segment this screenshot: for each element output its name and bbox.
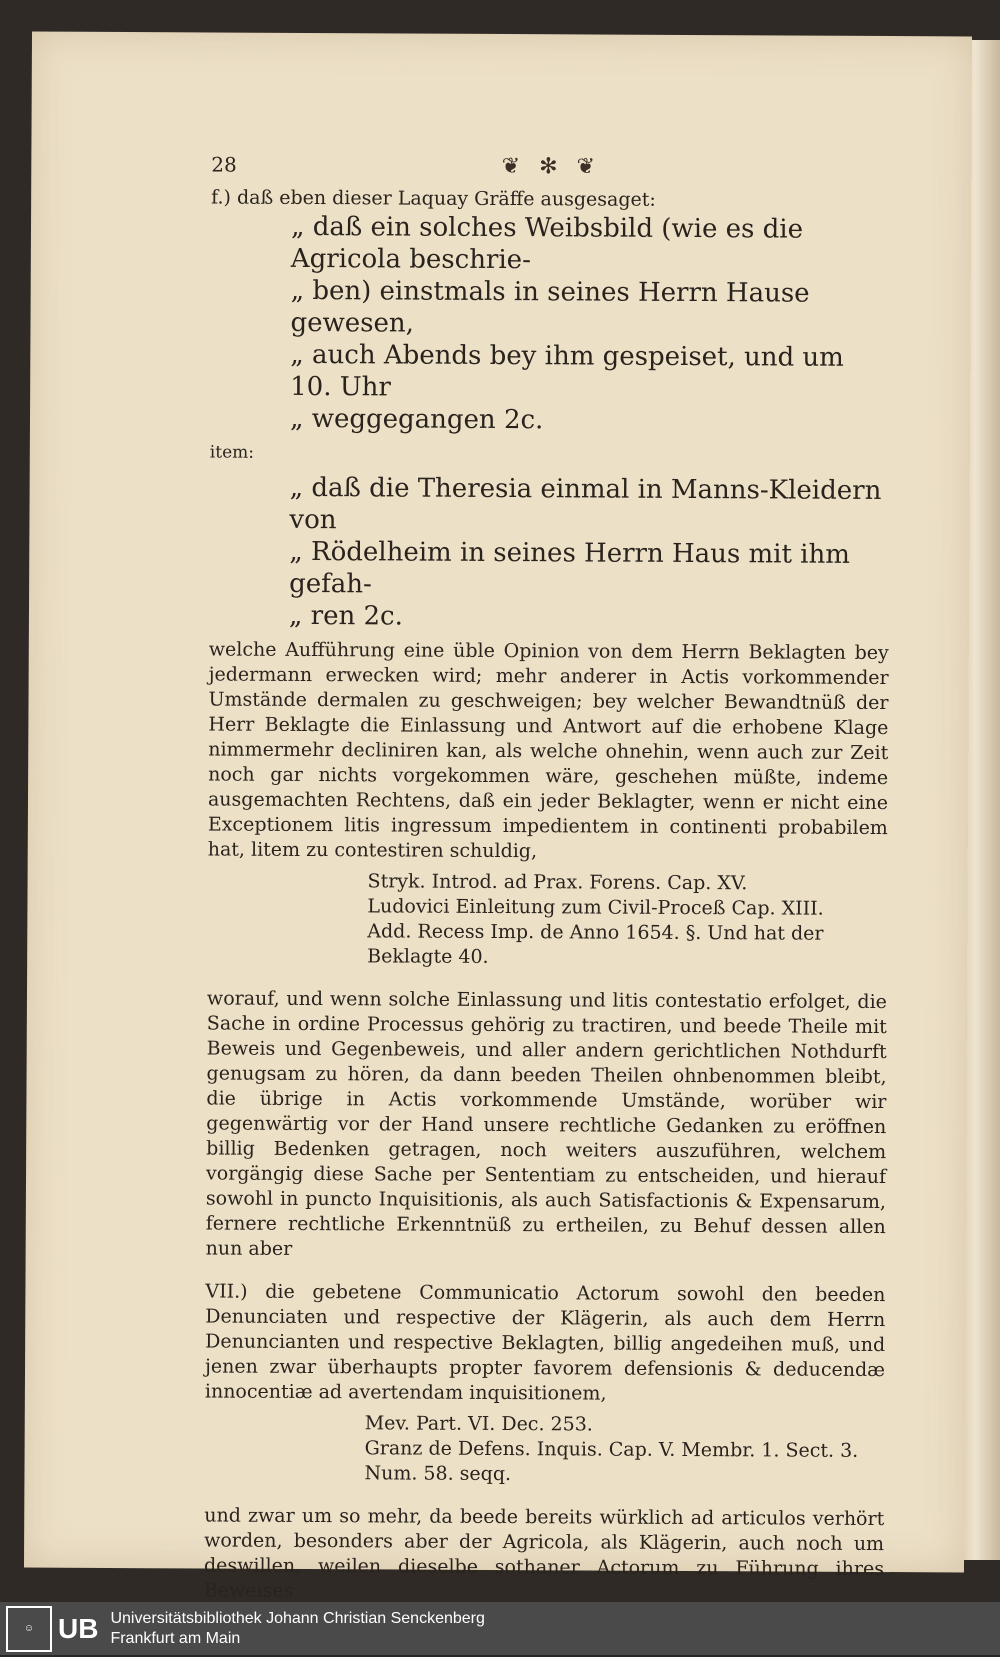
page-number: 28 — [211, 152, 237, 177]
paragraph-3-section-vii: VII.) die gebetene Communicatio Actorum sowohl den beeden Denunciaten und respective der Klägerin, als auch dem Herrn Denuncianten und respective Beklagten, billig angedeihen muß, und jenen zwar überhaupts propter favorem defensionis & deducendæ innocentiæ ad avertendam inquisitionem, — [204, 1280, 886, 1405]
quote-block-2 — [289, 472, 890, 635]
ornament-icon: ❦ ✻ ❦ — [501, 154, 602, 180]
library-logo[interactable] — [6, 1606, 98, 1652]
paragraph-1: welche Aufführung eine üble Opinion von dem Herrn Beklagten bey jedermann erwecken wird; mehr anderer in Actis vorkommender Umstände dermalen zu geschweigen; bey welcher Bewandtnüß der Herr Beklagte die Einlassung und Antwort auf die erhobene Klage nimmermehr decliniren kan, als welche ohnehin, wenn auch zur Zeit noch gar nichts vorgekommen wäre, geschehen müßte, indeme ausgemachten Rechtens, daß ein jeder Beklagter, wenn er nicht eine Exceptionem litis ingressum impedientem in continenti probabilem hat, litem zu contestiren schuldig, — [207, 638, 889, 863]
quote-line: „ ren 2c. — [288, 600, 403, 632]
f-line: f.) daß eben dieser Laquay Gräffe ausgesaget: — [211, 186, 656, 211]
page-content — [204, 152, 892, 1657]
library-name-line1: Universitätsbibliothek Johann Christian Senckenberg — [110, 1609, 485, 1627]
quote-line: „ auch Abends bey ihm gespeiset, und um 10. Uhr — [290, 339, 844, 403]
quote-line: „ Rödelheim in seines Herrn Haus mit ihm gefah- — [289, 536, 851, 600]
library-name — [110, 1609, 484, 1649]
library-name-line2: Frankfurt am Main — [110, 1629, 241, 1647]
quote-line: „ ben) einstmals in seines Herrn Hause gewesen, — [290, 275, 810, 339]
quote-line: „ daß die Theresia einmal in Manns-Kleidern von — [289, 472, 882, 536]
citation-line: Add. Recess Imp. de Anno 1654. §. Und hat der Beklagte 40. — [367, 920, 824, 968]
citation-block-1 — [367, 869, 888, 972]
logo-text: UB — [58, 1612, 99, 1644]
citation-line: Stryk. Introd. ad Prax. Forens. Cap. XV. — [367, 870, 748, 895]
item-label: item: — [209, 442, 255, 463]
document-page — [24, 32, 972, 1602]
quote-block-1 — [290, 211, 891, 438]
page-header — [211, 152, 891, 181]
library-footer — [0, 1602, 1000, 1655]
quote-line: „ weggegangen 2c. — [289, 403, 544, 436]
citation-block-2 — [364, 1411, 884, 1489]
quote-line: „ daß ein solches Weibsbild (wie es die Agricola beschrie- — [290, 211, 804, 276]
citation-line: Mev. Part. VI. Dec. 253. — [364, 1412, 593, 1436]
citation-line: Ludovici Einleitung zum Civil-Proceß Cap. XIII. — [367, 895, 824, 920]
paragraph-2: worauf, und wenn solche Einlassung und litis contestatio erfolget, die Sache in ordine Processus gehörig zu tractiren, und beede Theile mit Beweis und Gegenbeweis, und aller andern gerichtlichen Nothdurft genugsam zu hören, da dann beeden Theilen ohnbenommen bleibt, die übrige in Actis vorkommende Umstände, worüber wir gegenwärtig vor der Hand unsere rechtliche Gedanken zu eröffnen billig Bedenken getragen, noch weiters auszuführen, welchem vorgängig diese Sache per Sententiam zu entscheiden, und hierauf sowohl in puncto Inquisitionis, als auch Satisfactionis & Expensarum, fernere rechtliche Erkenntnüß zu ertheilen, zu Behuf dessen allen nun aber — [205, 987, 888, 1260]
portrait-icon: ☺ — [6, 1606, 52, 1652]
paragraph-4: und zwar um so mehr, da beede bereits würklich ad articulos verhört worden, besonders aber der Agricola, als Klägerin, auch noch um deswillen, weilen dieselbe sothaner Actorum zu Führung ihres Beweises — [203, 1504, 885, 1602]
citation-line: Granz de Defens. Inquis. Cap. V. Membr. 1. Sect. 3. Num. 58. seqq. — [364, 1437, 859, 1486]
